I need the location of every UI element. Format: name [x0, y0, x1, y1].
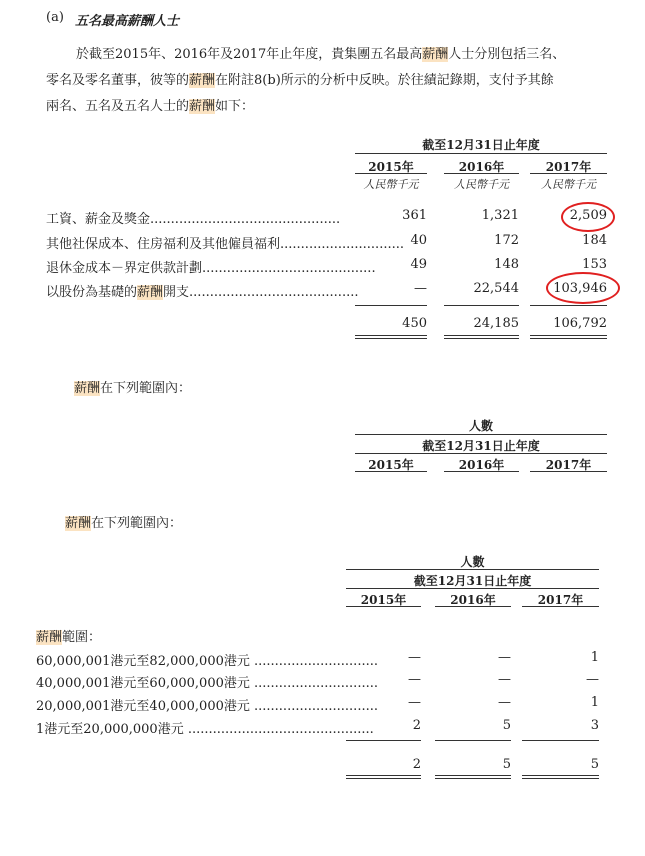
table3-total-rule	[435, 778, 511, 779]
table1-cell: 172	[494, 233, 519, 248]
table1-cell: 184	[582, 233, 607, 248]
table3-total: 5	[590, 757, 599, 772]
leader-dots: .........................................	[189, 285, 359, 300]
table1-total: 450	[402, 316, 427, 331]
table3-total-rule	[522, 778, 599, 779]
table3-period-header: 截至12月31日止年度	[413, 574, 532, 588]
highlight-keyword: 薪酬	[74, 381, 101, 396]
highlight-keyword: 薪酬	[189, 99, 216, 114]
table3-year-2017: 2017年	[537, 593, 584, 607]
table3-row-label-4	[36, 718, 374, 737]
highlight-keyword: 薪酬	[36, 630, 63, 645]
table3-cell: —	[408, 672, 421, 687]
table3-cell: —	[586, 672, 599, 687]
table1-col-rule	[355, 173, 427, 174]
row-label: 退休金成本－界定供款計劃	[46, 261, 203, 276]
table2-count-header: 人數	[468, 419, 493, 433]
table3-cell: 3	[590, 718, 599, 733]
table1-cell: 148	[494, 257, 519, 272]
table1-total: 24,185	[473, 316, 519, 331]
table1-row-label-3	[46, 257, 376, 276]
paragraph-text: 如下：	[215, 99, 255, 114]
table1-total-rule	[444, 335, 519, 336]
leader-dots: ..............................	[249, 699, 378, 714]
highlight-keyword: 薪酬	[189, 73, 216, 88]
table1-total-rule	[355, 335, 427, 336]
leader-dots: ..............................	[249, 676, 378, 691]
table3-cell: 1	[590, 650, 599, 665]
table3-total-rule	[522, 775, 599, 776]
table1-total-rule	[530, 338, 607, 339]
table3-cell: 1	[590, 695, 599, 710]
table3-total: 2	[412, 757, 421, 772]
table2-rule	[355, 434, 607, 435]
intro-paragraph-line-1	[76, 42, 636, 68]
range-label-text: 範圍：	[62, 630, 102, 645]
table3-col-rule	[346, 606, 421, 607]
table1-year-2017: 2017年	[545, 160, 592, 174]
table3-col-rule	[522, 606, 599, 607]
table2-rule	[355, 453, 607, 454]
row-label: 開支	[163, 285, 190, 300]
highlight-keyword: 薪酬	[65, 516, 92, 531]
paragraph-text: 於截至2015年、2016年及2017年止年度，貴集團五名最高	[76, 47, 423, 62]
table3-count-header: 人數	[460, 555, 485, 569]
table3-col-rule	[435, 606, 511, 607]
table1-unit-2015: 人民幣千元	[363, 178, 419, 191]
table3-range-label	[36, 626, 101, 645]
table3-row-label-1	[36, 650, 378, 669]
table3-subtotal-rule	[346, 740, 421, 741]
range-intro-text: 在下列範圍內：	[91, 516, 183, 531]
paragraph-text: 兩名、五名及五名人士的	[46, 99, 190, 114]
range-intro-1	[74, 377, 191, 396]
table3-year-2016: 2016年	[450, 593, 496, 607]
section-title: 五名最高薪酬人士	[75, 14, 180, 29]
table2-col-rule	[530, 471, 607, 472]
section-prefix: (a)	[46, 10, 64, 25]
table3-row-label-2	[36, 672, 378, 691]
table3-total: 5	[502, 757, 511, 772]
table1-row-label-1	[46, 208, 346, 227]
table1-year-2016: 2016年	[458, 160, 505, 174]
leader-dots: ..............................	[249, 654, 378, 669]
table2-period-header: 截至12月31日止年度	[422, 439, 540, 453]
highlight-keyword: 薪酬	[422, 47, 449, 62]
paragraph-text: 零名及零名董事，彼等的	[46, 73, 190, 88]
table1-col-rule	[444, 173, 519, 174]
table1-header-rule	[355, 153, 607, 154]
leader-dots: .............................................	[183, 722, 374, 737]
table1-total: 106,792	[553, 316, 607, 331]
leader-dots: ..............................................	[150, 212, 341, 227]
table3-subtotal-rule	[435, 740, 511, 741]
table1-cell: 1,321	[481, 208, 519, 223]
table3-total-rule	[435, 775, 511, 776]
table1-unit-2017: 人民幣千元	[541, 178, 596, 191]
table2-year-2016: 2016年	[458, 458, 505, 472]
paragraph-text: 人士分別包括三名、	[448, 47, 566, 62]
table1-cell: 40	[410, 233, 427, 248]
row-label: 1港元至20,000,000港元	[36, 722, 184, 737]
table3-cell: 5	[502, 718, 511, 733]
highlight-keyword: 薪酬	[137, 285, 164, 300]
table1-total-rule	[530, 335, 607, 336]
intro-paragraph-line-3	[46, 94, 606, 120]
table3-cell: —	[498, 695, 511, 710]
table3-cell: —	[408, 695, 421, 710]
range-intro-2	[65, 512, 182, 531]
row-label: 以股份為基礎的	[46, 285, 138, 300]
table1-subtotal-rule	[444, 305, 519, 306]
table1-row-label-2	[46, 233, 404, 252]
table2-col-rule	[444, 471, 519, 472]
row-label: 60,000,001港元至82,000,000港元	[36, 654, 250, 669]
table3-rule	[346, 588, 599, 589]
leader-dots: ..............................	[280, 237, 404, 252]
table3-cell: 2	[412, 718, 421, 733]
leader-dots: ..........................................	[202, 261, 376, 276]
row-label: 其他社保成本、住房福利及其他僱員福利	[46, 237, 281, 252]
table3-rule	[346, 569, 599, 570]
table1-cell: 361	[402, 208, 427, 223]
table1-total-rule	[355, 338, 427, 339]
row-label: 工資、薪金及獎金	[46, 212, 151, 227]
table3-cell: —	[498, 650, 511, 665]
paragraph-text: 在附註8(b)所示的分析中反映。於往績記錄期，支付予其餘	[215, 73, 554, 88]
annotation-circle	[546, 272, 620, 304]
table1-subtotal-rule	[530, 305, 607, 306]
table1-period-header: 截至12月31日止年度	[422, 138, 540, 152]
table1-cell: 153	[582, 257, 607, 272]
table1-total-rule	[444, 338, 519, 339]
table1-subtotal-rule	[355, 305, 427, 306]
table2-year-2017: 2017年	[545, 458, 592, 472]
intro-paragraph-line-2	[46, 68, 606, 94]
table1-unit-2016: 人民幣千元	[454, 178, 509, 191]
table3-total-rule	[346, 778, 421, 779]
row-label: 20,000,001港元至40,000,000港元	[36, 699, 250, 714]
table1-cell: 49	[410, 257, 427, 272]
table3-cell: —	[408, 650, 421, 665]
row-label: 40,000,001港元至60,000,000港元	[36, 676, 250, 691]
table2-col-rule	[355, 471, 427, 472]
table3-total-rule	[346, 775, 421, 776]
table1-cell: —	[414, 281, 427, 296]
table1-cell: 22,544	[473, 281, 519, 296]
table1-year-2015: 2015年	[368, 160, 414, 174]
table3-subtotal-rule	[522, 740, 599, 741]
table1-cell: 103,946	[553, 281, 607, 296]
table3-row-label-3	[36, 695, 378, 714]
range-intro-text: 在下列範圍內：	[100, 381, 192, 396]
table2-year-2015: 2015年	[368, 458, 414, 472]
table3-cell: —	[498, 672, 511, 687]
table1-row-label-4	[46, 281, 359, 300]
table1-col-rule	[530, 173, 607, 174]
table1-cell: 2,509	[569, 208, 607, 223]
table3-year-2015: 2015年	[360, 593, 407, 607]
annotation-circle	[561, 202, 615, 232]
